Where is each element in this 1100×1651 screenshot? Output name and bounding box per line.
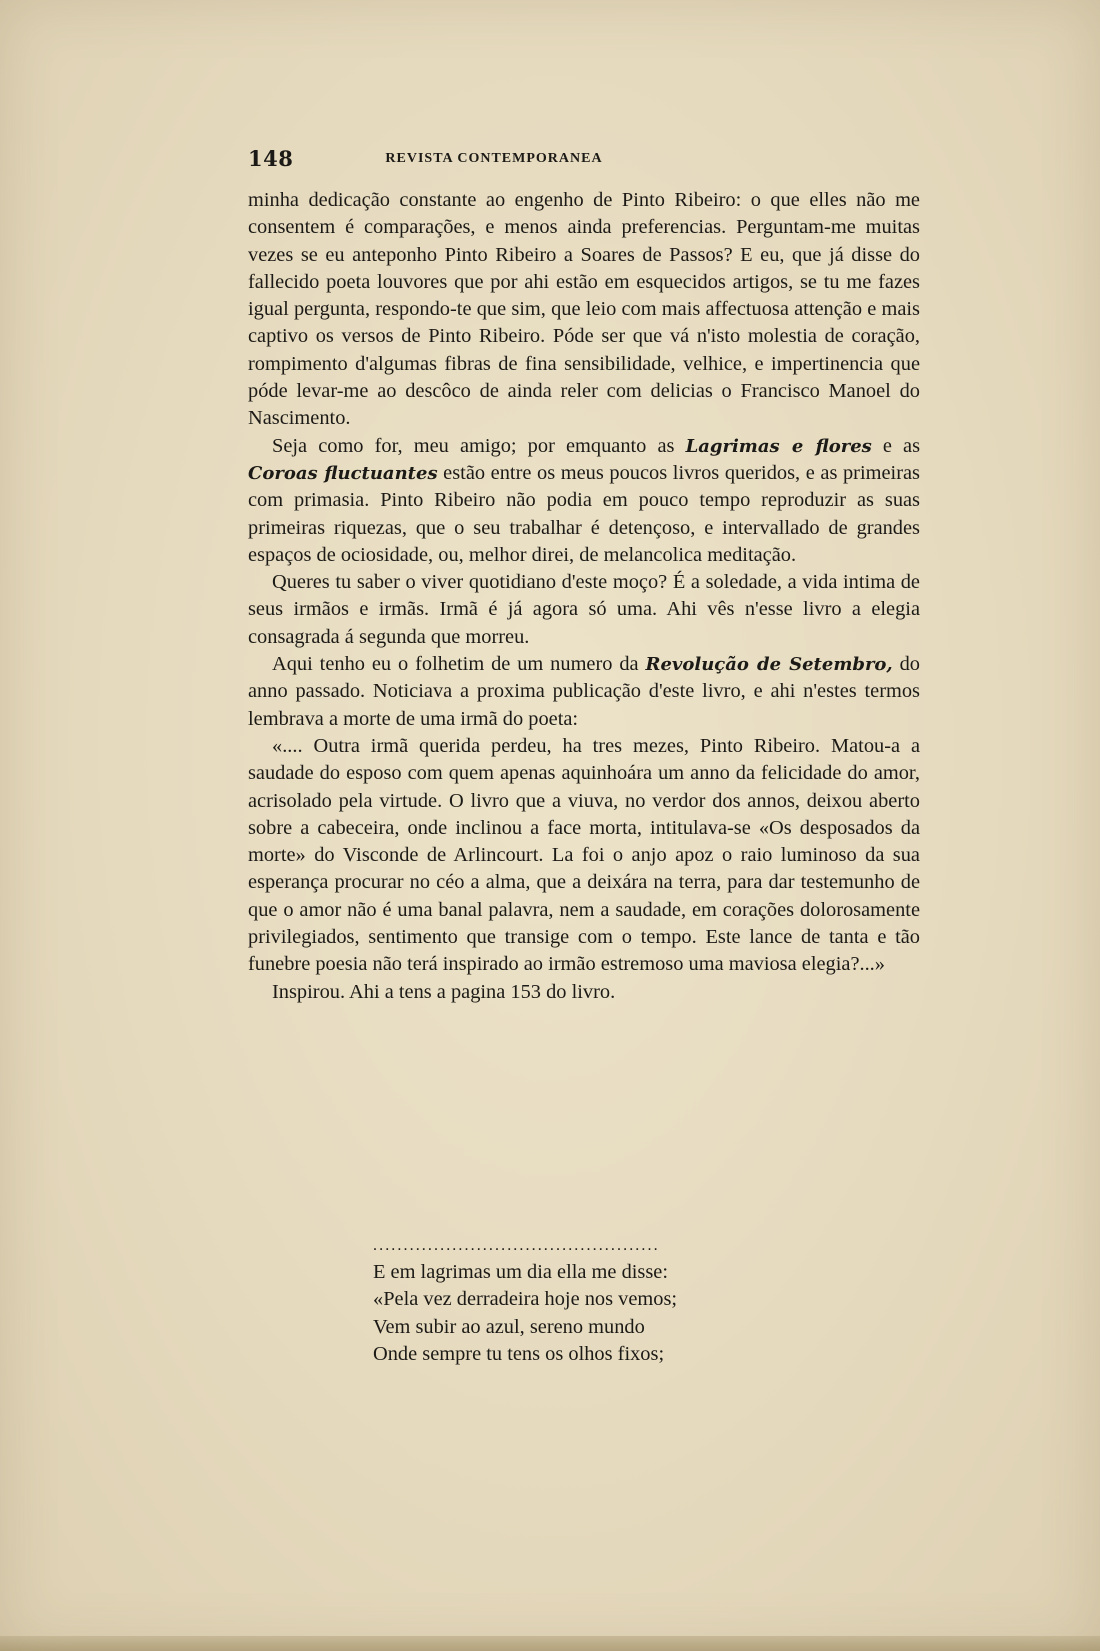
paragraph-4-text-b: do anno passado. Noticiava a proxima publicação d'este livro, e ahi n'estes termos lembrava a morte de uma irmã do poeta: xyxy=(248,653,920,730)
page-number: 148 xyxy=(248,146,294,171)
poem-line-3: Vem subir ao azul, sereno mundo xyxy=(373,1315,645,1338)
poem-excerpt xyxy=(373,1232,773,1368)
paragraph-2-text-a: Seja como for, meu amigo; por emquanto as xyxy=(272,434,686,457)
paragraph-2-text-b: e as xyxy=(871,434,921,457)
paragraph-4-text-a: Aqui tenho eu o folhetim de um numero da xyxy=(272,653,646,676)
paragraph-2 xyxy=(248,433,920,569)
running-head xyxy=(248,146,700,176)
paragraph-1: minha dedicação constante ao engenho de Pinto Ribeiro: o que elles não me consentem é comparações, e menos ainda preferencias. Perguntam-me muitas vezes se eu anteponho Pinto Ribeiro a Soares de Passos? E eu, que já disse do fallecido poeta louvores que por ahi estão em esquecidos artigos, se tu me fazes igual pergunta, respondo-te que sim, que leio com mais affectuosa attenção e mais captivo os versos de Pinto Ribeiro. Póde ser que vá n'isto molestia de coração, rompimento d'algumas fibras de fina sensibilidade, velhice, e impertinencia que póde levar-me ao descôco de ainda reler com delicias o Francisco Manoel do Nascimento. xyxy=(248,189,920,430)
body-text xyxy=(248,187,920,1006)
journal-title: REVISTA CONTEMPORANEA xyxy=(385,151,603,166)
book-title-lagrimas: Lagrimas e flores xyxy=(685,435,872,457)
newspaper-title: Revolução de Setembro, xyxy=(645,654,893,676)
ellipsis-line: ............................................... xyxy=(373,1237,660,1254)
paragraph-6: Inspirou. Ahi a tens a pagina 153 do livro. xyxy=(272,980,616,1003)
poem-line-2: «Pela vez derradeira hoje nos vemos; xyxy=(373,1288,678,1311)
paragraph-4 xyxy=(248,651,920,733)
page-bottom-edge xyxy=(0,1636,1100,1651)
paragraph-3: Queres tu saber o viver quotidiano d'este moço? É a soledade, a vida intima de seus irmãos e irmãs. Irmã é já agora só uma. Ahi vês n'esse livro a elegia consagrada á segunda que morreu. xyxy=(248,571,920,648)
book-title-coroas: Coroas fluctuantes xyxy=(248,462,438,484)
poem-line-4: Onde sempre tu tens os olhos fixos; xyxy=(373,1342,665,1365)
paragraph-2-text-c: estão entre os meus poucos livros queridos, e as primeiras com primasia. Pinto Ribeiro não podia em pouco tempo reproduzir as suas primeiras riquezas, que o seu trabalhar é detençoso, e intervallado de grandes espaços de ociosidade, ou, melhor direi, de melancolica meditação. xyxy=(248,461,920,566)
poem-line-1: E em lagrimas um dia ella me disse: xyxy=(373,1261,669,1283)
paragraph-5-quotation: «.... Outra irmã querida perdeu, ha tres mezes, Pinto Ribeiro. Matou-a a saudade do esposo com quem apenas aquinhoára um anno da felicidade do amor, acrisolado pela virtude. O livro que a viuva, no verdor dos annos, deixou aberto sobre a cabeceira, onde inclinou a face morta, intitulava-se «Os desposados da morte» do Visconde de Arlincourt. La foi o anjo apoz o raio luminoso da sua esperança procurar no céo a alma, que a deixára na terra, para dar testemunho de que o amor não é uma banal palavra, nem a saudade, em corações dolorosamente privilegiados, sentimento que transige com o tempo. Este lance de tanta e tão funebre poesia não terá inspirado ao irmão estremoso uma maviosa elegia?...» xyxy=(248,734,920,976)
